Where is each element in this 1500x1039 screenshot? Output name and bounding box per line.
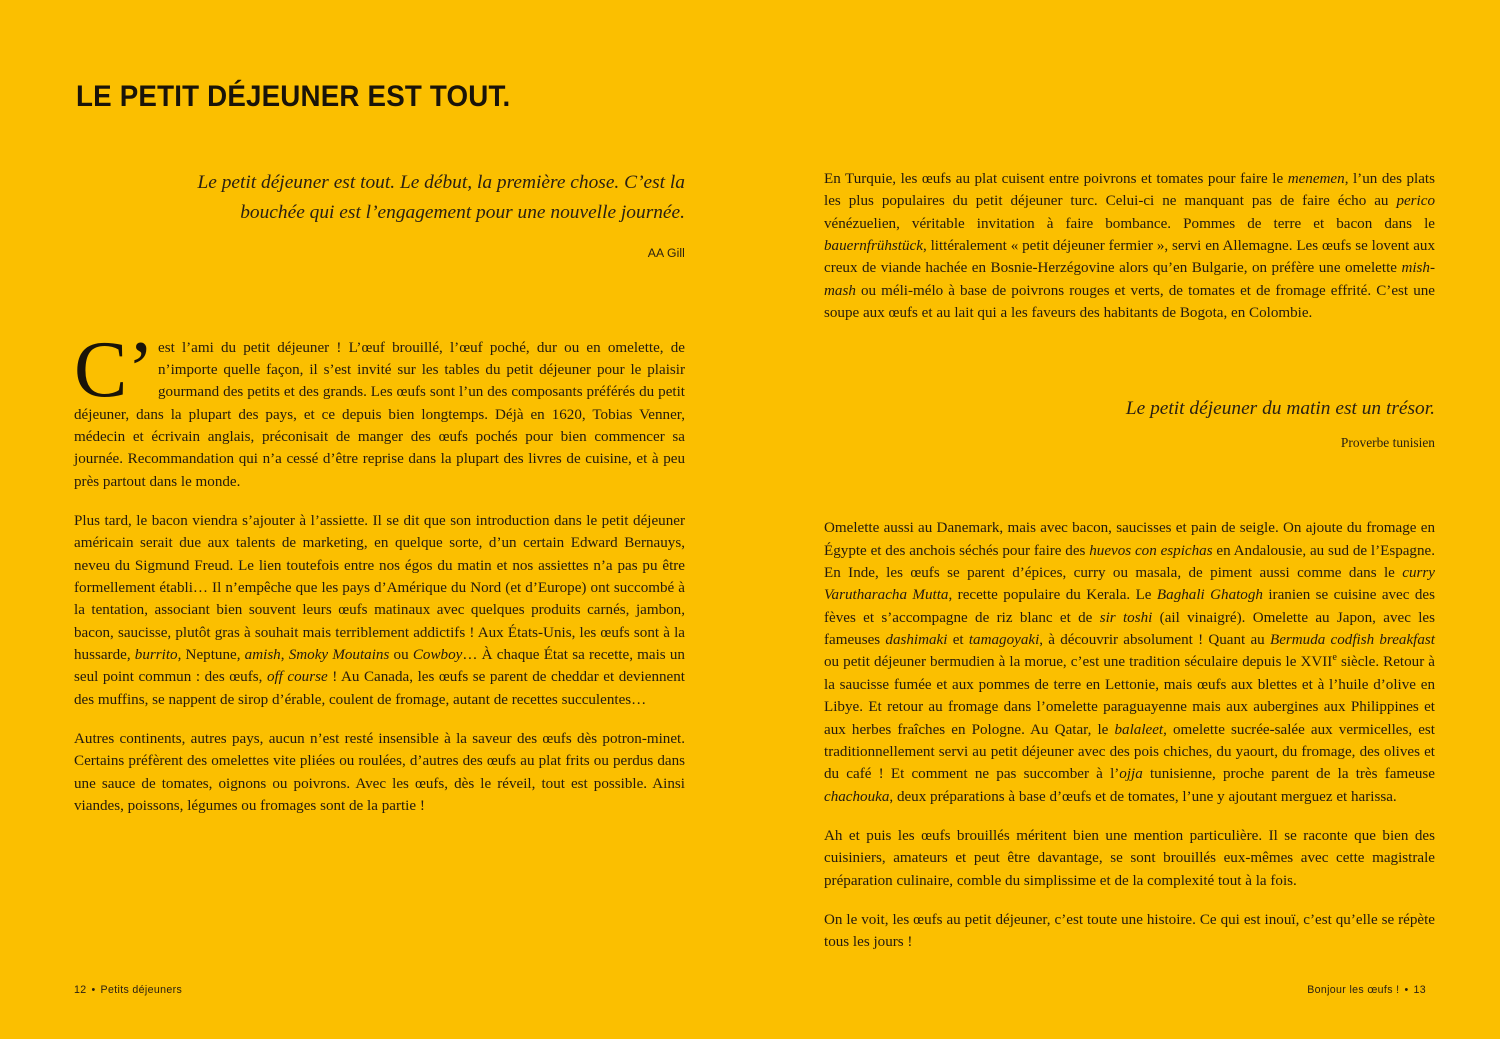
right-p2-italic-ojja: ojja [1119,766,1143,783]
right-p2-italic-huevos-con-espichas: huevos con espichas [1089,542,1213,559]
right-p2-seg-j: , omelette sucrée-salée aux vermicelles, est traditionnellement servi au petit déjeuner avec des pois chiches, du yaourt, du fromage, des olives et du café ! Et comment ne pas succomber à l’ [824,721,1436,783]
right-p2-italic-baghali-ghatogh: Baghali Ghatogh [1156,587,1263,604]
page-title: LE PETIT DÉJEUNER EST TOUT. [76,80,511,113]
right-p1-seg-b: , l’un des plats les plus populaires du petit déjeuner turc. Celui-ci ne manquant pas de faire écho au [824,171,1435,210]
right-p2-italic-sir-toshi: sir toshi [1099,609,1153,626]
right-body-text-bottom [824,517,1435,953]
left-p2-italic-cowboy: Cowboy [412,646,463,663]
right-epigraph [824,394,1435,457]
folio-right-section: Bonjour les œufs ! [1307,984,1400,996]
right-p2-italic-chachouka: chachouka [824,788,890,805]
right-p2-italic-dashimaki: dashimaki [885,632,948,649]
right-spacer-2 [824,457,1435,517]
right-p1-seg-e: ou méli-mélo à base de poivrons rouges et verts, de tomates et de fromage effrité. C’est une soupe aux œufs et au lait qui a les faveurs des habitants de Bogota, en Colombie. [824,282,1435,322]
right-p1-italic-menemen: menemen [1287,171,1345,187]
right-spacer-1 [824,324,1435,394]
right-p2-ordinal-suffix: e [1332,652,1337,664]
left-p2-seg-a: Plus tard, le bacon viendra s’ajouter à l’assiette. Il se dit que son introduction dans le petit déjeuner américain serait due aux talents de marketing, en quelque sorte, d’un certain Edward Bernauys, neveu du Sigmund Freud. Le lien toutefois entre nos égos du matin et nos assiettes n’a pas pu être formellement établi… Il n’empêche que les pays d’Amérique du Nord (et d’Europe) ont succombé à la tentation, associant bien souvent leurs œufs matinaux avec quelques produits carnés, jambon, bacon, saucisse, plutôt gras à souhait mais terriblement addictifs ! Aux États-Unis, les œufs sont à la hussarde, [74,512,685,663]
left-p2-seg-d: ou [389,646,413,663]
right-p2-seg-b: en Andalousie, au sud de l’Espagne. En Inde, les œufs se parent d’épices, curry ou masala, de piment aussi comme dans le [824,542,1436,582]
left-epigraph-attribution: AA Gill [647,246,685,260]
left-epigraph [74,168,685,269]
right-paragraph-1 [824,168,1435,324]
left-p2-seg-f: ! Au Canada, les œufs se parent de cheddar et deviennent des muffins, se nappent de sirop d’érable, coulent de fromage, autant de recettes succulentes… [74,669,685,708]
right-p2-seg-k: tunisienne, proche parent de la très fameuse [1142,766,1435,783]
right-p2-italic-curry-varutharacha-mutta: curry Varutharacha Mutta [824,565,1435,604]
right-p1-italic-mish-mash: mish-mash [824,260,1435,299]
right-p2-seg-i: siècle. Retour à la saucisse fumée et aux pommes de terre en Lettonie, mais œufs aux blettes et à l’huile d’olive en Libye. Et retour au fromage dans l’omelette paraguayenne mais aux aubergines aux Philippines et aux herbes fraîches en Pologne. Au Qatar, le [824,654,1435,738]
right-p2-seg-l: , deux préparations à base d’œufs et de tomates, l’une y ajoutant merguez et harissa. [889,788,1397,805]
right-epigraph-attribution: Proverbe tunisien [1340,434,1435,450]
right-body-text-top [824,168,1435,324]
right-p2-italic-tamagoyaki: tamagoyaki [968,632,1040,649]
left-paragraph-1-text: est l’ami du petit déjeuner ! L’œuf brouillé, l’œuf poché, dur ou en omelette, de n’importe quelle façon, il s’est invité sur les tables du petit déjeuner pour le plaisir gourmand des petits et des grands. Les œufs sont l’un des composants préférés du petit déjeuner, dans la plupart des pays, et ce depuis bien longtemps. Déjà en 1620, Tobias Venner, médecin et écrivain anglais, préconisait de manger des œufs pochés pour bien commencer sa journée. Recommandation qui n’a cessé d’être reprise dans la plupart des livres de cuisine, et à peu près partout dans le monde. [74,339,685,490]
left-page-column [74,168,685,817]
right-p2-seg-c: , recette populaire du Kerala. Le [948,587,1157,604]
right-p2-seg-f: et [947,632,969,649]
right-p1-italic-perico: perico [1396,193,1435,210]
right-p1-seg-a: En Turquie, les œufs au plat cuisent entre poivrons et tomates pour faire le [824,171,1288,187]
folio-right-number: 13 [1413,984,1426,996]
left-epigraph-quote: Le petit déjeuner est tout. Le début, la première chose. C’est la bouchée qui est l’engagement pour une nouvelle journée. [197,172,685,223]
right-p1-seg-d: , littéralement « petit déjeuner fermier », servi en Allemagne. Les œufs se lovent aux creux de viande hachée en Bosnie-Herzégovine alors qu’en Bulgarie, on préfère une omelette [824,238,1435,277]
left-paragraph-2 [74,510,685,711]
right-p2-italic-balaleet: balaleet [1114,721,1164,738]
left-body-text [74,325,685,818]
left-p2-italic-amish: amish [244,646,281,663]
folio-left-number: 12 [74,984,87,996]
footer-right-page [1307,984,1426,996]
right-p2-seg-h: ou petit déjeuner bermudien à la morue, c’est une tradition séculaire depuis le XVII [824,654,1333,671]
left-paragraph-3: Autres continents, autres pays, aucun n’est resté insensible à la saveur des œufs dès potron-minet. Certains préfèrent des omelettes vite pliées ou roulées, d’autres des œufs au plat frits ou perdus dans une sauce de tomates, oignons ou poivrons. Avec les œufs, dès le réveil, tout est possible. Ainsi viandes, poissons, légumes ou fromages sont de la partie ! [74,731,685,815]
left-p2-seg-e: … À chaque État sa recette, mais un seul point commun : des œufs, [74,646,685,686]
right-p2-seg-e: (ail vinaigré). Omelette au Japon, avec les fameuses [824,609,1435,649]
folio-left-section: Petits déjeuners [100,984,183,996]
right-paragraph-3: Ah et puis les œufs brouillés méritent bien une mention particulière. Il se raconte que bien des cuisiniers, amateurs et peut être davantage, se sont brouillés eux-mêmes avec cette magistrale préparation culinaire, comble du simplissime et de la complexité tout à la fois. [824,827,1435,889]
left-p2-italic-burrito: burrito [134,646,178,663]
right-p2-seg-g: , à découvrir absolument ! Quant au [1039,632,1270,649]
left-p2-italic-off-course: off course [266,669,328,686]
right-p2-italic-bermuda-codfish-breakfast: Bermuda codfish breakfast [1269,632,1435,649]
left-p2-seg-b: , Neptune, [177,646,245,663]
right-p1-italic-bauernfruhstuck: bauernfrühstück [824,238,923,255]
folio-left-separator: • [91,984,96,996]
footer-left-page [74,984,182,996]
left-paragraph-1 [74,325,685,493]
right-p2-seg-d: iranien se cuisine avec des fèves et s’accompagne de riz blanc et de [824,587,1435,626]
folio-right-separator: • [1404,984,1409,996]
right-p2-seg-a: Omelette aussi au Danemark, mais avec bacon, saucisses et pain de seigle. On ajoute du fromage en Égypte et des anchois séchés pour faire des [824,520,1435,559]
left-spacer [74,269,685,337]
right-epigraph-quote: Le petit déjeuner du matin est un trésor. [1125,398,1435,420]
right-p1-seg-c: vénézuelien, véritable invitation à faire bombance. Pommes de terre et bacon dans le [824,215,1435,232]
right-paragraph-4: On le voit, les œufs au petit déjeuner, c’est toute une histoire. Ce qui est inouï, c’est qu’elle se répète tous les jours ! [824,911,1435,951]
drop-cap: C’ [74,325,154,414]
right-paragraph-2 [824,517,1435,807]
right-page-column [824,168,1435,954]
left-p2-italic-smoky-moutains: Smoky Moutains [288,646,390,663]
left-p2-seg-c: , [280,646,289,663]
